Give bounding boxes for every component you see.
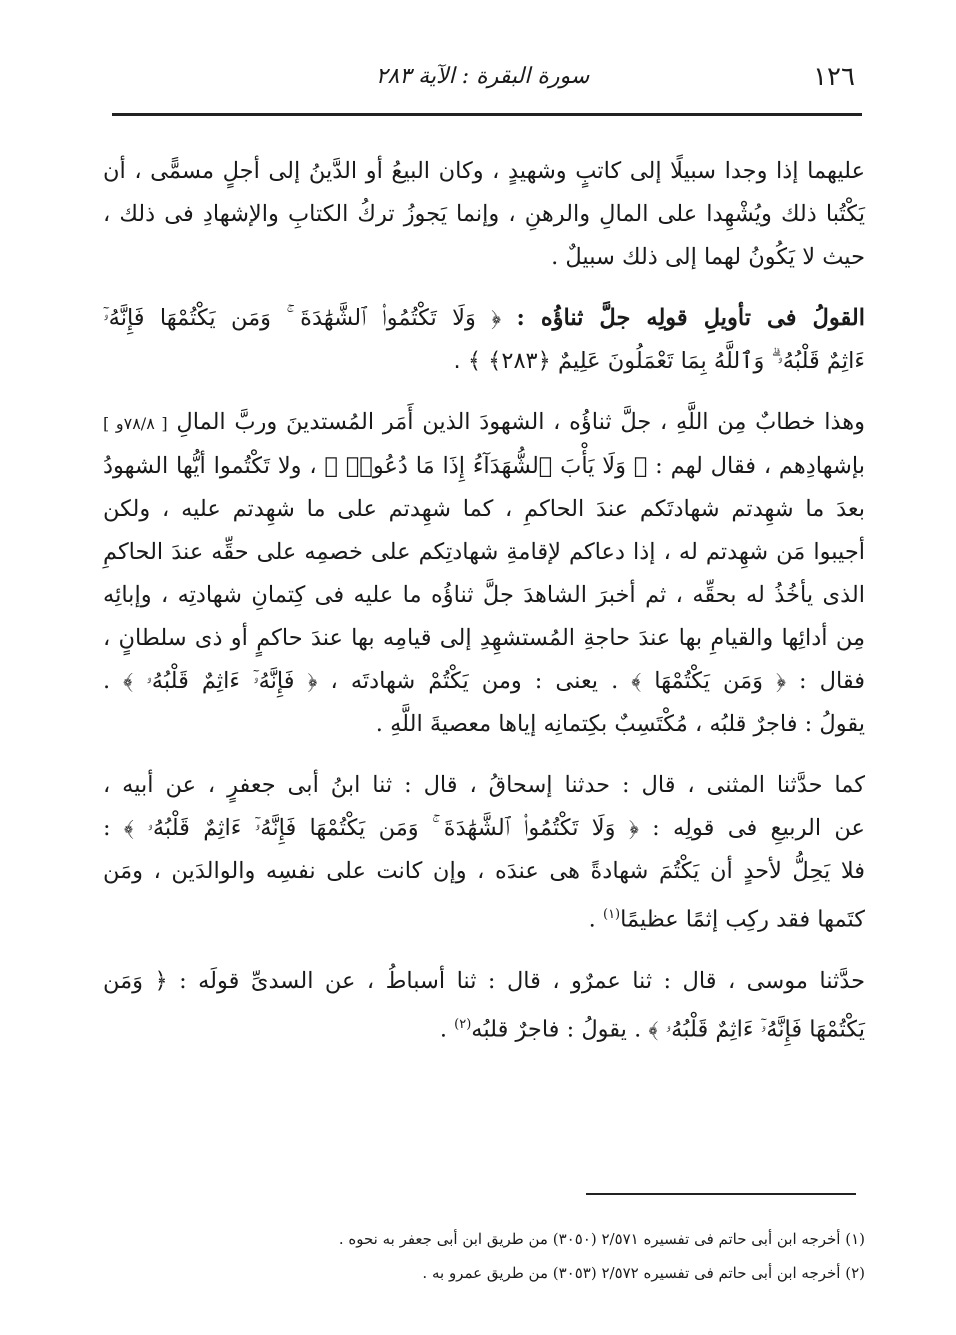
quran-verse: ءَاثِمٌ قَلْبُهُۥ ۗ وَٱللَّهُ بِمَا تَعْمَلُونَ عَلِيمٌ ﴿٢٨٣﴾ ﴾ . <box>453 348 865 374</box>
quran-verse: ﴿ وَلَا تَكْتُمُوا۟ ٱلشَّهَٰدَةَ ۚ وَمَن يَكْتُمْهَا فَإِنَّهُۥٓ <box>103 305 502 331</box>
text-line: يقولُ : فاجرٌ قلبُه ، مُكْتَسِبٌ بكِتمانِه إياها معصيةَ اللَّهِ . <box>375 711 865 737</box>
running-title: سورة البقرة : الآية ٢٨٣ <box>375 64 590 89</box>
text-line: أجيبوا مَن شهِدتم له ، إذا دعاكم لإقامةِ شهادتِكم على خصمِه على حقِّه عندَ الحاكمِ <box>103 539 865 565</box>
text-line: يَكْتُمْهَا فَإِنَّهُۥٓ ءَاثِمٌ قَلْبُهُۥ ﴾ . يقولُ : فاجرٌ قلبُه$^{(٢)}$ . <box>439 1016 865 1042</box>
main-text <box>103 150 865 1069</box>
text-run: كتَمها فقد ركِب إثمًا عظيمًا <box>620 906 865 933</box>
text-line: حيث لا يَكُونُ لهما إلى ذلك سبيلٌ . <box>551 244 865 270</box>
footnote-marker: (١) <box>602 907 621 922</box>
text-line: الذى يأخُذُ له بحقِّه ، ثم أخبرَ الشاهدَ جلَّ ثناؤُه ما عليه فى كِتمانِ شهادتِه ، وإبائِه <box>103 582 865 608</box>
text-line: كما حدَّثنا المثنى ، قال : حدثنا إسحاقُ ، قال : ثنا ابنُ أبى جعفرٍ ، عن أبيه ، <box>103 772 865 798</box>
page-number: ١٢٦ <box>813 62 855 92</box>
footnote-1: (١) أخرجه ابن أبى حاتم فى تفسيره ٢/٥٧١ (٣٠٥٠) من طريق ابن أبى جعفر به نحوه . <box>338 1230 865 1248</box>
section-heading: القولُ فى تأويلِ قولِه جلَّ ثناؤُه : <box>516 305 865 331</box>
text-line: مِن أدائِها والقيامِ بها عندَ حاجةِ المُستشهِدِ إلى قيامِه بها عندَ حاكمٍ أو ذى سلطانٍ ، <box>103 625 865 651</box>
text-line: عليهما إذا وجدا سبيلًا إلى كاتبٍ وشهيدٍ ، وكان البيعُ أو الدَّينُ إلى أجلٍ مسمًّى ، أن <box>103 158 865 184</box>
footnote-2: (٢) أخرجه ابن أبى حاتم فى تفسيره ٢/٥٧٢ (٣٠٥٣) من طريق عمرو به . <box>422 1264 865 1282</box>
paragraph-2 <box>103 297 865 383</box>
text-line: بعدَ ما شهِدتم شهادتَكم عندَ الحاكمِ ، كما شهِدتم على ما شهِدتم عليه ، ولكن <box>103 496 865 522</box>
footnote-rule <box>586 1193 856 1195</box>
text-line: عن الربيعِ فى قولِه : ﴿ وَلَا تَكْتُمُوا۟ ٱلشَّهَٰدَةَ ۚ وَمَن يَكْتُمْهَا فَإِنَّهُۥٓ ءَاثِمٌ قَلْبُهُۥ ﴾ : <box>103 815 865 841</box>
text-line: بإشهادِهم ، فقال لهم : ﴿ وَلَا يَأْبَ ٱلشُّهَدَآءُ إِذَا مَا دُعُوا۟ ﴾ ، ولا تَكْتُموا أيُّها الشهودُ <box>103 453 865 479</box>
text-line <box>103 297 865 340</box>
text-line: فلا يَحِلُّ لأحدٍ أن يَكْتُمَ شهادةً هى عندَه ، وإن كانت على نفسِه والوالدَين ، ومَن <box>103 858 865 884</box>
text-line <box>103 401 865 445</box>
text-run: يَكْتُمْهَا فَإِنَّهُۥٓ ءَاثِمٌ قَلْبُهُۥ ﴾ . يقولُ : فاجرٌ قلبُه <box>471 1016 865 1042</box>
text-line: يَكْتُبا ذلك ويُشْهِدا على المالِ والرهنِ ، وإنما يَجوزُ تركُ الكتابِ والإشهادِ فى ذلك ، <box>103 201 865 227</box>
text-line: كتَمها فقد ركِب إثمًا عظيمًا$^{(١)}$ . <box>588 906 865 933</box>
page-header <box>110 58 855 98</box>
text-run: وهذا خطابٌ مِن اللَّهِ ، جلَّ ثناؤُه ، الشهودَ الذين أَمَر المُستدينَ وربَّ المالِ <box>176 409 866 435</box>
paragraph-4 <box>103 764 865 942</box>
text-line: فقال : ﴿ وَمَن يَكْتُمْهَا ﴾ . يعنى : ومن يَكْتُمْ شهادتَه ، ﴿ فَإِنَّهُۥٓ ءَاثِمٌ قَلْبُهُۥ ﴾ . <box>103 668 865 694</box>
header-rule <box>112 113 862 116</box>
footnotes <box>240 1222 865 1290</box>
paragraph-5 <box>103 960 865 1052</box>
footnote-marker: (٢) <box>454 1016 472 1032</box>
paragraph-1 <box>103 150 865 279</box>
text-line: حدَّثنا موسى ، قال : ثنا عمرٌو ، قال : ثنا أسباطُ ، عن السدىِّ قولَه : ﴿ وَمَن <box>103 967 865 994</box>
paragraph-3 <box>103 401 865 746</box>
manuscript-reference: [ ٧٨/٨و ] <box>103 414 168 433</box>
